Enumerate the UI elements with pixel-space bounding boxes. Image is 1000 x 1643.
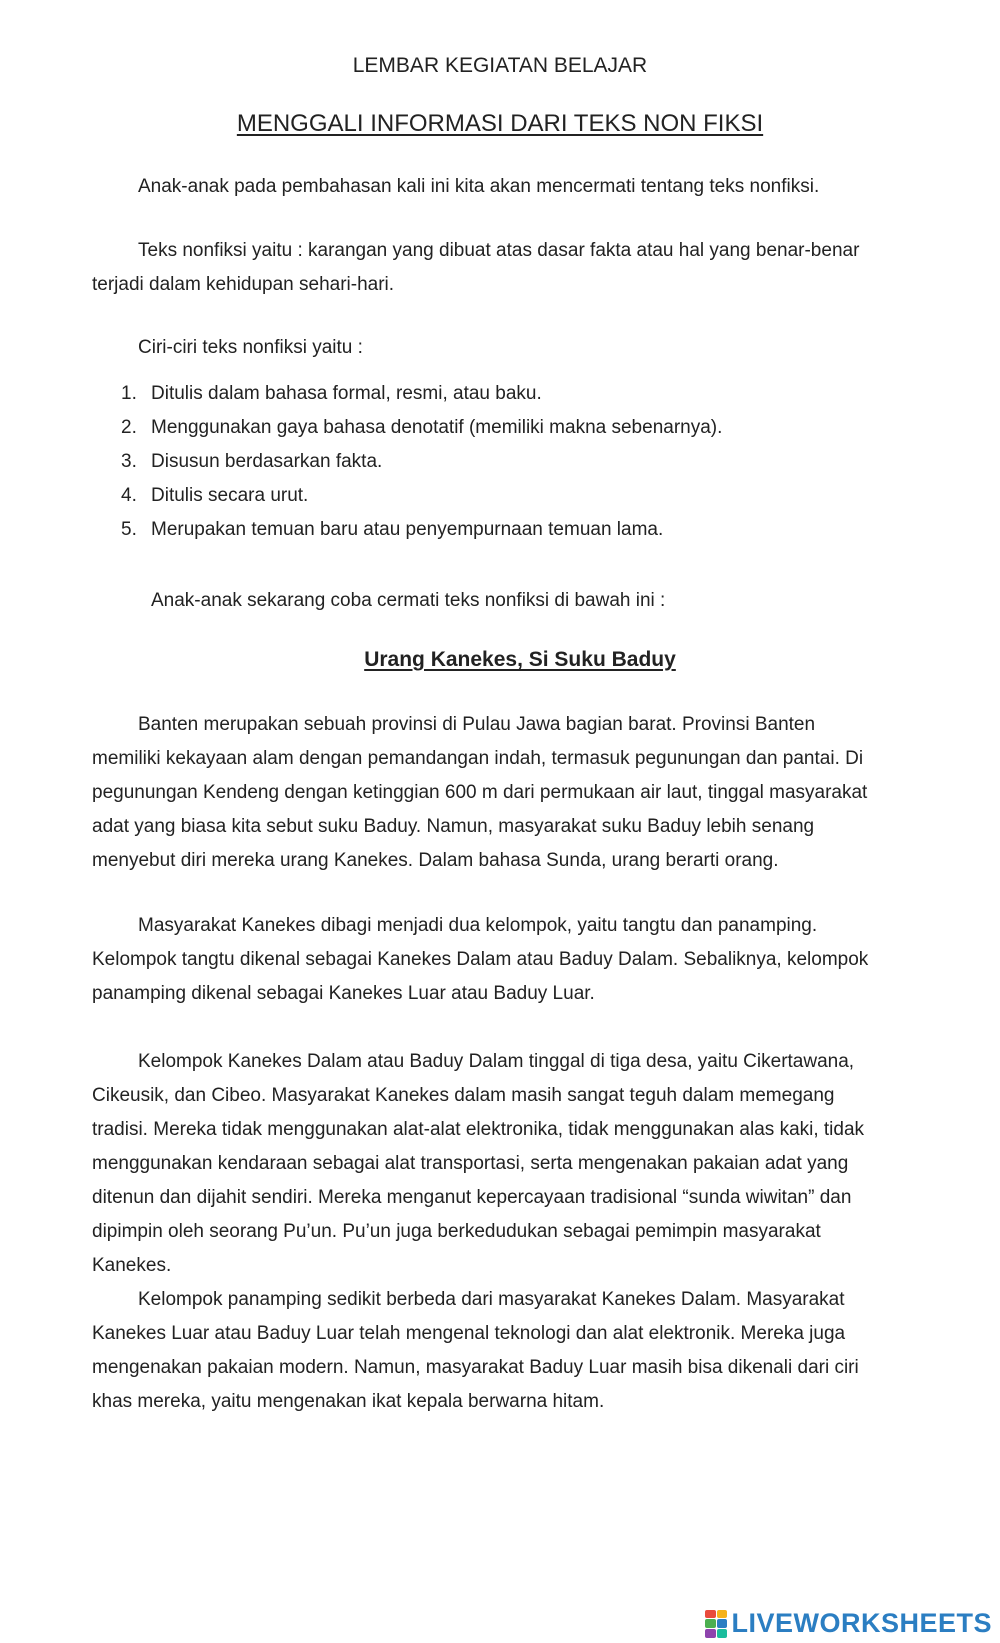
ciri-list (121, 377, 722, 547)
paragraph-line: ditenun dan dijahit sendiri. Mereka menganut kepercayaan tradisional “sunda wiwitan” dan (92, 1187, 852, 1208)
paragraph-line: menyebut diri mereka urang Kanekes. Dalam bahasa Sunda, urang berarti orang. (92, 850, 779, 871)
list-item (121, 445, 722, 479)
paragraph-line: memiliki kekayaan alam dengan pemandangan indah, termasuk pegunungan dan pantai. Di (92, 748, 864, 769)
story-title-text: Urang Kanekes, Si Suku Baduy (364, 648, 676, 671)
list-text: Ditulis secara urut. (151, 485, 309, 506)
ciri-heading: Ciri-ciri teks nonfiksi yaitu : (138, 337, 363, 358)
paragraph-line: Cikeusik, dan Cibeo. Masyarakat Kanekes dalam masih sangat teguh dalam memegang (92, 1085, 835, 1106)
paragraph-line: pegunungan Kendeng dengan ketinggian 600 m dari permukaan air laut, tinggal masyarakat (92, 782, 868, 803)
paragraph-line: Kanekes Luar atau Baduy Luar telah mengenal teknologi dan alat elektronik. Mereka juga (92, 1323, 846, 1344)
story-title (0, 648, 1000, 672)
list-number: 3. (121, 451, 137, 472)
instruction-text: Anak-anak sekarang coba cermati teks nonfiksi di bawah ini : (151, 590, 666, 611)
story-paragraph-4 (92, 1283, 922, 1419)
worksheet-title: LEMBAR KEGIATAN BELAJAR (352, 54, 648, 77)
liveworksheets-brand (705, 1608, 992, 1639)
list-text: Menggunakan gaya bahasa denotatif (memiliki makna sebenarnya). (151, 417, 723, 438)
paragraph-line: tradisi. Mereka tidak menggunakan alat-alat elektronika, tidak menggunakan alas kaki, tidak (92, 1119, 865, 1140)
paragraph-line: Kanekes. (92, 1255, 172, 1276)
liveworksheets-logo-icon (705, 1610, 727, 1638)
list-text: Merupakan temuan baru atau penyempurnaan temuan lama. (151, 519, 664, 540)
list-item (121, 513, 722, 547)
paragraph-line: menggunakan kendaraan sebagai alat transportasi, serta mengenakan pakaian adat yang (92, 1153, 849, 1174)
list-item (121, 377, 722, 411)
paragraph-line: Masyarakat Kanekes dibagi menjadi dua kelompok, yaitu tangtu dan panamping. (138, 915, 818, 936)
paragraph-line: adat yang biasa kita sebut suku Baduy. Namun, masyarakat suku Baduy lebih senang (92, 816, 815, 837)
list-number: 5. (121, 519, 137, 540)
paragraph-line: Kelompok tangtu dikenal sebagai Kanekes Dalam atau Baduy Dalam. Sebaliknya, kelompok (92, 949, 869, 970)
list-number: 4. (121, 485, 137, 506)
definition-line: Teks nonfiksi yaitu : karangan yang dibuat atas dasar fakta atau hal yang benar-benar (138, 240, 860, 261)
list-text: Disusun berdasarkan fakta. (151, 451, 383, 472)
brand-text: LIVEWORKSHEETS (731, 1608, 992, 1638)
paragraph-line: Kelompok Kanekes Dalam atau Baduy Dalam tinggal di tiga desa, yaitu Cikertawana, (138, 1051, 855, 1072)
paragraph-line: mengenakan pakaian modern. Namun, masyarakat Baduy Luar masih bisa dikenali dari ciri (92, 1357, 859, 1378)
list-item (121, 479, 722, 513)
paragraph-line: Banten merupakan sebuah provinsi di Pulau Jawa bagian barat. Provinsi Banten (138, 714, 816, 735)
worksheet-subtitle (0, 110, 1000, 138)
paragraph-line: dipimpin oleh seorang Pu’un. Pu’un juga berkedudukan sebagai pemimpin masyarakat (92, 1221, 821, 1242)
definition-paragraph (92, 234, 922, 302)
worksheet-subtitle-text: MENGGALI INFORMASI DARI TEKS NON FIKSI (236, 110, 764, 137)
list-text: Ditulis dalam bahasa formal, resmi, atau baku. (151, 383, 542, 404)
story-paragraph-1 (92, 708, 922, 878)
paragraph-line: khas mereka, yaitu mengenakan ikat kepala berwarna hitam. (92, 1391, 605, 1412)
paragraph-line: Kelompok panamping sedikit berbeda dari masyarakat Kanekes Dalam. Masyarakat (138, 1289, 845, 1310)
story-paragraph-2 (92, 909, 922, 1011)
story-paragraph-3 (92, 1045, 922, 1283)
paragraph-line: panamping dikenal sebagai Kanekes Luar atau Baduy Luar. (92, 983, 595, 1004)
list-item (121, 411, 722, 445)
definition-line: terjadi dalam kehidupan sehari-hari. (92, 274, 395, 295)
list-number: 1. (121, 383, 137, 404)
list-number: 2. (121, 417, 137, 438)
intro-text: Anak-anak pada pembahasan kali ini kita akan mencermati tentang teks nonfiksi. (138, 176, 820, 197)
